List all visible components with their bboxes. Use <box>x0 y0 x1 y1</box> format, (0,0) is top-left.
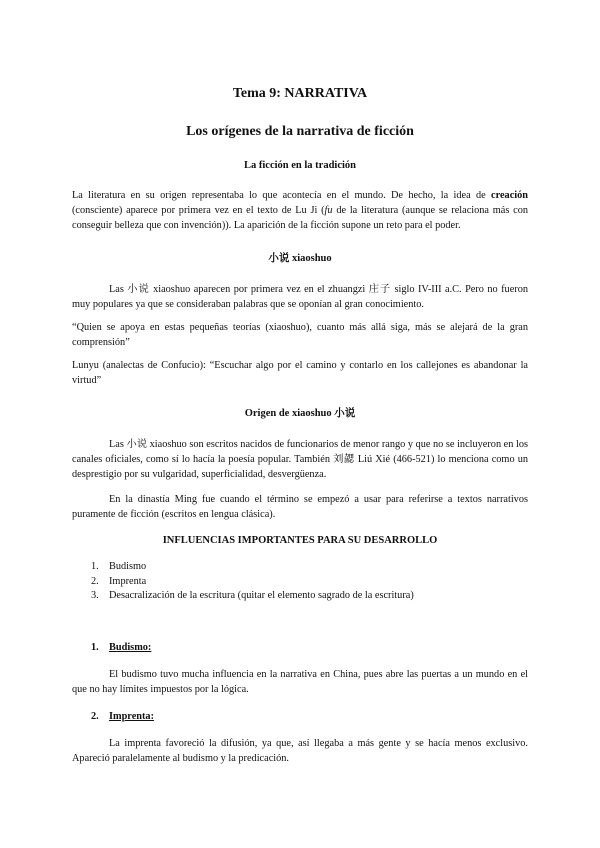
bold-term: creación <box>491 190 528 201</box>
text-run: de la literatura (aunque se relaciona más con conseguir belleza que con invención)). La aparición de la ficción supone un reto para el poder. <box>72 205 528 231</box>
paragraph-xiaoshuo-zhuangzi: Las 小说 xiaoshuo aparecen por primera vez en el zhuangzi 庄子 siglo IV-III a.C. Pero no fueron muy populares ya que se consideraban palabras que se oponían al gran conocimiento. <box>72 284 528 310</box>
italic-term: fu <box>324 205 333 216</box>
section-number: 2. <box>91 710 99 722</box>
list-item-text: Imprenta <box>109 575 147 587</box>
section-budismo-heading <box>72 642 528 653</box>
document-page <box>72 86 528 766</box>
list-item-text: Desacralización de la escritura (quitar el elemento sagrado de la escritura) <box>109 590 414 601</box>
text-run: (consciente) aparece por primera vez en el texto de Lu Ji ( <box>72 205 325 216</box>
heading-origen-xiaoshuo: Origen de xiaoshuo 小说 <box>244 408 356 419</box>
text-run: La literatura en su origen representaba lo que acontecía en el mundo. De hecho, la idea de <box>72 190 492 201</box>
list-number: 3. <box>91 590 99 601</box>
paragraph-imprenta: La imprenta favoreció la difusión, ya que, así llegaba a más gente y se hacía menos exclusivo. Apareció paralelamente al budismo y la predicación. <box>72 737 528 764</box>
list-item <box>72 575 528 590</box>
document-subtitle: Los orígenes de la narrativa de ficción <box>186 124 414 139</box>
section-imprenta-heading <box>72 711 528 722</box>
section-number: 1. <box>91 641 99 653</box>
influences-list <box>72 560 528 604</box>
paragraph-funcionarios: Las 小说 xiaoshuo son escritos nacidos de funcionarios de menor rango y que no se incluyeron en los canales oficiales, como sí lo hacía la poesía popular. También 刘勰 Liú Xié (466-521) lo menciona como un desprestigio por su vulgaridad, superficialidad, desvergüenza. <box>72 439 528 480</box>
section-title: Imprenta: <box>109 710 154 722</box>
quote-comprension: “Quien se apoya en estas pequeñas teorías (xiaoshuo), cuanto más allá siga, más se alejará de la gran comprensión” <box>72 322 528 348</box>
quote-lunyu: Lunyu (analectas de Confucio): “Escuchar algo por el camino y contarlo en los callejones es abandonar la virtud” <box>72 360 528 386</box>
paragraph-dinastia-ming: En la dinastía Ming fue cuando el término se empezó a usar para referirse a textos narrativos puramente de ficción (escritos en lengua clásica). <box>72 494 528 520</box>
heading-ficcion-tradicion: La ficción en la tradición <box>244 160 356 171</box>
paragraph-budismo: El budismo tuvo mucha influencia en la narrativa en China, pues abre las puertas a un mundo en el que no hay límites impuestos por la lógica. <box>72 668 528 695</box>
list-number: 2. <box>91 575 99 587</box>
paragraph-creacion <box>72 188 528 233</box>
heading-influencias: INFLUENCIAS IMPORTANTES PARA SU DESARROLLO <box>162 535 438 546</box>
section-title: Budismo: <box>109 641 152 653</box>
list-number: 1. <box>91 561 99 572</box>
list-item <box>72 589 528 604</box>
list-item-text: Budismo <box>109 561 147 572</box>
heading-xiaoshuo: 小说 xiaoshuo <box>268 253 332 264</box>
list-item <box>72 560 528 575</box>
document-title: Tema 9: NARRATIVA <box>232 86 368 101</box>
